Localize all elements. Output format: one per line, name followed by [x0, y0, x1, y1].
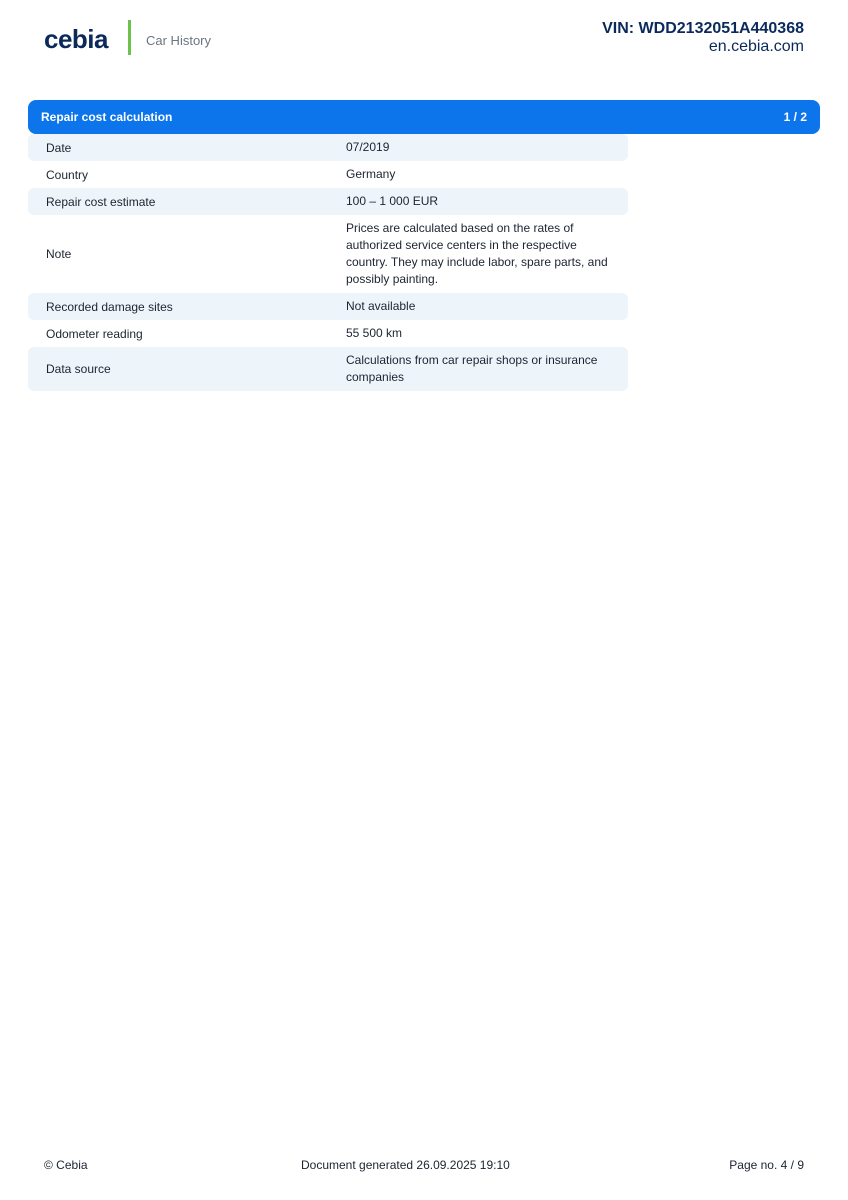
row-label: Recorded damage sites	[46, 299, 173, 314]
row-value: 07/2019	[346, 140, 390, 154]
row-value: 100 – 1 000 EUR	[346, 194, 439, 208]
table-row-data-source	[28, 347, 628, 391]
repair-cost-section	[28, 100, 820, 391]
row-value: Prices are calculated based on the rates of authorized service centers in the respective country. They may include labor, spare parts, and possibly painting.	[346, 221, 608, 286]
row-label: Date	[46, 140, 72, 155]
copyright: © Cebia	[44, 1158, 88, 1172]
row-label: Note	[46, 247, 72, 261]
table-row-damage-sites	[28, 293, 628, 320]
section-title: Repair cost calculation	[41, 110, 173, 124]
page-number: Page no. 4 / 9	[729, 1158, 804, 1172]
site-url[interactable]: en.cebia.com	[708, 38, 804, 55]
details-table	[28, 134, 628, 391]
row-value: Germany	[346, 167, 396, 181]
section-page-indicator: 1 / 2	[783, 110, 807, 124]
table-row-odometer	[28, 320, 628, 347]
section-header-bar	[28, 100, 820, 134]
table-row-date	[28, 134, 628, 161]
generated-timestamp: Document generated 26.09.2025 19:10	[301, 1158, 510, 1172]
page-header	[0, 0, 848, 80]
row-label: Data source	[46, 362, 111, 376]
cebia-logo: cebia	[44, 24, 108, 54]
vin-number: VIN: WDD2132051A440368	[602, 20, 804, 37]
table-row-country	[28, 161, 628, 188]
logo-divider	[128, 20, 131, 55]
row-label: Repair cost estimate	[46, 194, 156, 209]
page-footer	[44, 1158, 804, 1174]
table-row-note	[28, 215, 628, 293]
table-row-repair-cost	[28, 188, 628, 215]
row-label: Odometer reading	[46, 326, 143, 341]
row-value: Calculations from car repair shops or insurance companies	[346, 353, 598, 384]
row-value: 55 500 km	[346, 326, 403, 340]
row-label: Country	[46, 167, 89, 182]
header-subtitle: Car History	[146, 33, 212, 48]
row-value: Not available	[346, 299, 416, 313]
